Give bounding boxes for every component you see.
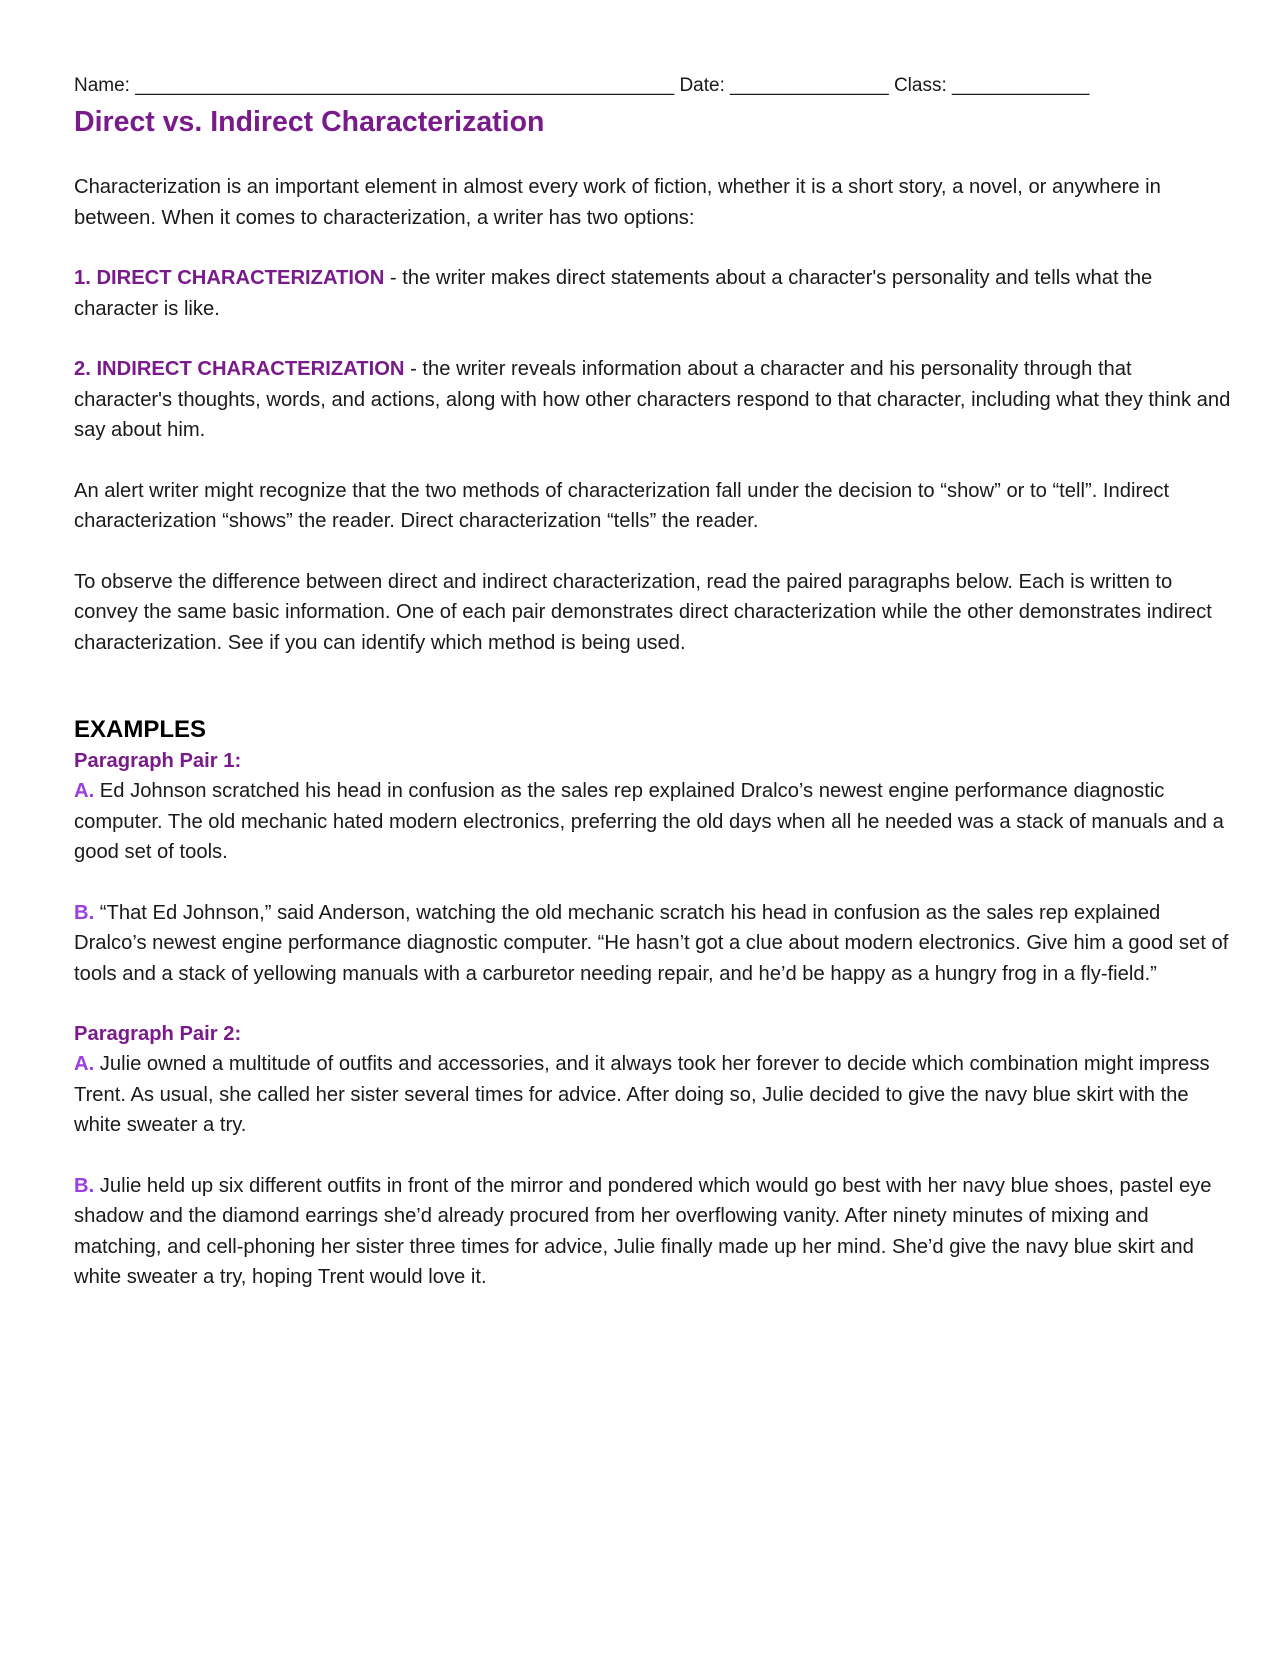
pair-1-paragraph-b — [74, 898, 1234, 990]
pair-1-b-label: B. — [74, 901, 95, 924]
pair-2-heading: Paragraph Pair 2: — [74, 1023, 242, 1045]
indirect-definition-text: - the writer reveals information about a character and his personality through that character's thoughts, words, and actions, along with how other characters respond to that character, including what they think and say about him. — [74, 358, 1231, 441]
pair-1-b-text: “That Ed Johnson,” said Anderson, watching the old mechanic scratch his head in confusion as the sales rep explained Dralco’s newest engine performance diagnostic computer. “He hasn’t got a clue about modern electronics. Give him a good set of tools and a stack of yellowing manuals with a carburetor needing repair, and he’d be happy as a hungry frog in a fly-field.” — [74, 901, 1229, 985]
pair-2-paragraph-a — [74, 1049, 1234, 1141]
pair-2-b-text: Julie held up six different outfits in front of the mirror and pondered which would go best with her navy blue shoes, pastel eye shadow and the diamond earrings she’d already procured from her overflowing vanity. After ninety minutes of mixing and matching, and cell-phoning her sister three times for advice, Julie finally made up her mind. She’d give the navy blue skirt and white sweater a try, hoping Trent would love it. — [74, 1174, 1212, 1288]
date-blank: _______________ — [730, 75, 889, 96]
class-label: Class: — [893, 75, 947, 96]
name-label: Name: — [74, 75, 130, 96]
instructions-paragraph: To observe the difference between direct and indirect characterization, read the paired paragraphs below. Each is written to convey the same basic information. One of each pair demonstrates direct characterization while the other demonstrates indirect characterization. See if you can identify which method is being used. — [74, 570, 1212, 654]
pair-2-a-text: Julie owned a multitude of outfits and accessories, and it always took her forever to decide which combination might impress Trent. As usual, she called her sister several times for advice. After doing so, Julie decided to give the navy blue skirt with the white sweater a try. — [74, 1053, 1210, 1136]
direct-definition-text: - the writer makes direct statements about a character's personality and tells what the character is like. — [74, 267, 1153, 320]
pair-2-a-label: A. — [74, 1053, 95, 1075]
page-title: Direct vs. Indirect Characterization — [74, 106, 545, 138]
pair-2-b-label: B. — [74, 1174, 95, 1197]
examples-heading: EXAMPLES — [74, 716, 207, 743]
worksheet-page — [74, 74, 1234, 1293]
name-blank: ___________________________________________________ — [135, 75, 675, 96]
class-blank: _____________ — [952, 75, 1090, 96]
indirect-term: 2. INDIRECT CHARACTERIZATION — [74, 358, 405, 380]
direct-definition — [74, 263, 1234, 324]
pair-1-heading: Paragraph Pair 1: — [74, 750, 242, 772]
pair-1-a-text: Ed Johnson scratched his head in confusion as the sales rep explained Dralco’s newest engine performance diagnostic computer. The old mechanic hated modern electronics, preferring the old days when all he needed was a stack of manuals and a good set of tools. — [74, 780, 1224, 863]
pair-1-a-label: A. — [74, 780, 95, 802]
intro-paragraph: Characterization is an important element in almost every work of fiction, whether it is a short story, a novel, or anywhere in between. When it comes to characterization, a writer has two options: — [74, 176, 1161, 229]
pair-1-paragraph-a — [74, 776, 1234, 868]
pair-2-paragraph-b — [74, 1171, 1234, 1293]
date-label: Date: — [679, 75, 725, 96]
direct-term: 1. DIRECT CHARACTERIZATION — [74, 267, 385, 289]
show-tell-paragraph: An alert writer might recognize that the two methods of characterization fall under the decision to “show” or to “tell”. Indirect characterization “shows” the reader. Direct characterization “tells” the reader. — [74, 479, 1170, 532]
indirect-definition — [74, 354, 1234, 446]
student-info-line — [74, 74, 1234, 98]
